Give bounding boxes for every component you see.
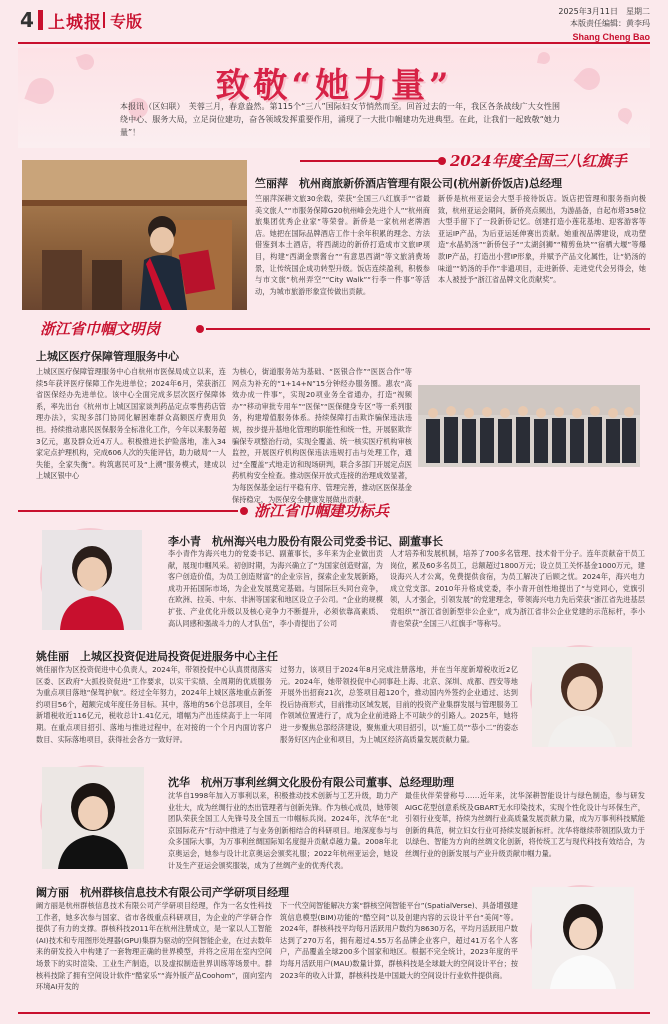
petal-decoration: [615, 105, 634, 124]
profile-heading: 姚佳丽 上城区投资促进局投资促进服务中心主任: [36, 650, 278, 663]
masthead-accent-bar: [38, 10, 43, 30]
ribbon-line: [206, 328, 650, 330]
section-ribbon-merit-model: [18, 500, 650, 522]
masthead-rule: [18, 42, 650, 44]
feature-title: 致敬“她力量”: [215, 66, 453, 106]
ribbon-dot: [196, 325, 204, 333]
team-group-image: [418, 385, 640, 467]
portrait-photo-yao-jiali: [530, 645, 630, 745]
section-heading: 浙江省巾帼文明岗: [40, 320, 161, 338]
ribbon-dot: [438, 157, 446, 165]
section-name: 专版: [110, 12, 143, 31]
ribbon-line: [18, 510, 238, 512]
masthead-divider: [103, 12, 105, 28]
profile-body-right: 下一代空间智能解决方案“群核空间智能平台”(SpatialVerse)、具备增强建筑信息模型(BIM)功能的“酷空间”以及创建内容的云设计平台“美间”等。2024年，群核科技平均每月活跃用户数约为8630万名，平均月活跃用户数达到了270万名，拥有超过4.55万名品牌企业客户，超过41万名个人客户，产品覆盖全球200多个国家和地区。根据不完全统计，2023年度的平均每月活跃用户(MAU)数量计算，群核科技是全球最大的空间设计平台；按2023年的收入计算，群核科技是中国最大的空间设计行业软件提供商。: [280, 901, 518, 980]
editor-line: 本版责任编辑：黄李玛: [570, 19, 650, 28]
profile-heading: 竺丽萍 杭州商旅新侨酒店管理有限公司(杭州新侨饭店)总经理: [255, 177, 563, 190]
unit-body-left: 上城区医疗保障管理服务中心自杭州市医保局成立以来，连续5年获评医疗保障工作先进单位；2024年6月，荣获浙江省医保经办先进单位。该中心全面完成多层次医疗保障体系，率先出台《杭州市上城区国家谈判药品定点零售药店管理办法》，实现多部门协同化解困难群众高额医疗费用负担。持续推动惠民医保服务全标准化工作，今年以来服务超3亿元，惠及群众近4万人。积极推进长护险落地，准入34家定点护理机构，完成606人次的失能评估，助力破局“一人失能，全家失衡”。构筑惠民可及“上溯”服务模式，建成以上城区银中心: [36, 367, 226, 481]
date-line: 2025年3月11日 星期二: [558, 7, 650, 16]
date-block: [558, 6, 650, 30]
section-ribbon-civilized-post: [18, 318, 650, 340]
group-photo-medical-center: [418, 385, 640, 467]
profile-heading: 李小青 杭州海兴电力股份有限公司党委书记、副董事长: [168, 535, 443, 548]
footer-rule: [18, 1012, 650, 1014]
portrait-image: [42, 530, 142, 630]
profile-body-right: 人才培养和发展机制，培养了700多名管理、技术骨干分子。连年贡献奋干员工岗位，累及60多名员工，总额超过1800万元；设立员工关怀基金1000万元，建设海兴人才公寓，免费提供食宿，为员工解决了后顾之忧。2024年，海兴电力成立党支部。2010年升格成党委，李小青开创性地提出了“与党同心，党旗引领，人才强企，引领发展”的党建理念，带领海兴电力先后荣获“浙江省先进基层党组织”“浙江省创新型非公企业”，成为浙江省非公企业党建的示范标杆，李小青也荣获“全国三八红旗手”等称号。: [390, 549, 645, 628]
portrait-image: [42, 767, 144, 869]
profile-body-left: 姚佳丽作为区投资促进中心负责人，2024年，带领投促中心认真贯彻落实区委、区政府“大抓投资促进”工作要求，以实干实绩、全周期的优质服务为重点项目落地“保驾护航”。经过全年努力，2024年上城区落地重点新签约项目56个，超额完成年度任务目标。其中，落地的56个总部项目，全年新增税收近116亿元，税收总计1.41亿元，增幅为产出连续高于上一年同期。在重点项目招引、落地与推进过程中，在对接的一个个月内面访客户数目、实际落地项目，获得社会各方一致好评。: [36, 665, 272, 744]
ribbon-dot: [240, 507, 248, 515]
paper-english-name: Shang Cheng Bao: [572, 32, 650, 42]
section-heading: 浙江省巾帼建功标兵: [254, 502, 390, 520]
portrait-photo-li-xiaoqing: [40, 528, 140, 628]
profile-body-right: 过努力，该项目于2024年8月完成注册落地，并在当年度新增税收近2亿元。2024年，她带领投促中心同事赴上海、北京、深圳、成都、西安等地开展外出招商21次，总签项目超120个，推动国内外签约企业通过、达到投后协商形式，目前推动区域发展，目前的投资产业集群发展与管理服务工作领域位置进行了，成为企业前进路上不可缺少的引路人。2025年，她将进一步聚焦总部经济建设，聚焦重大项目招引，以“施工员”“恭小二”的姿态服务好区内企业和项目，为上城区经济高质量发展贡献力量。: [280, 665, 518, 744]
unit-body-right: 为核心，街道服务站为基础、“医银合作”“医医合作”等网点为补充的“1+14+N”15分钟经办服务圈。惠农“高效办成一件事”，实现20项业务全省通办，打造“视频办”“移动审批专用车”“医保”“医保健身专区”等一系列服务，构建增值服务体系。持续保障打击欺诈骗保违法违规，按步提升基地化管理的职能性和统一性，开展驱欺诈骗保专项整治行动，实现全覆盖、统一核实医疗机构审核监控，开展医疗机构医保违法违规打击与处理工作，通过“全覆盖”式地走访和现场研判，联合多部门开展定点医药机构安全检查。推动医保开放式连接的治理成效显著，为每医保基金运行平稳有序、管理完善，推动区医保基金保持稳定，为医保安全健康发展做出贡献。: [232, 367, 412, 504]
feature-intro: 本报讯（区妇联） 芙蓉三月，春意盎然。第115个“三八”国际妇女节悄然而至。回首过去的一年，我区各条战线广大女性围绕中心、服务大局，立足岗位建功，奋各领域发挥重要作用，涌现了一大批巾帼建功先进典型。在此，让我们一起致敬“她力量”！: [120, 102, 560, 137]
section-heading: 2024年度全国三八红旗手: [450, 152, 627, 170]
profile-body-left: 竺丽萍深耕文旅30余载，荣获“全国三八红旗手”“省最美文旅人”“市服务保障G20杭州峰会先进个人”“杭州商旅集团优秀企业家”等荣誉。新侨是一家杭州老牌酒店。她把在国际品牌酒店工作十余年积累的理念、方法借鉴到本土酒店，将西湖边的新侨打造成市文旅IP项目，构建“西湖金票酱台”“有意思西湖”等文旅消费场景，让传统国企成功转型升级。饭店连续盈利，积极参与市文旅“杭州弄空”“City Walk”“行李一件事”等活动，为城市旅游形象宣传做出贡献。: [255, 194, 430, 296]
portrait-photo-shen-hua: [40, 765, 142, 867]
ribbon-line: [300, 160, 440, 162]
award-ceremony-image: [22, 160, 247, 310]
profile-heading: 沈华 杭州万事利丝绸文化股份有限公司董事、总经理助理: [168, 776, 454, 789]
portrait-image: [532, 647, 632, 747]
profile-body-right: 新侨是杭州亚运会大型手接待饭店。饭店把管理和服务指向极致，杭州亚运会期间，新侨亮点频出，为游晶备，自起布塔358位大型手留下了一段新侨记忆。创建打造小莲花基地、迎客游客等亚运IP产品，为后亚运延伸赛出贡献。她重视品牌建设，成功塑造“水晶奶汤”“新侨包子”“太湖剑狮”“精剪鱼块”“宿栖大堰”等爆款IP产品，打造出小营IP形象，并赋予产品文化属性，让“奶汤的味道”“奶汤的手作”非遗项目，走进新侨、走进党代会另得会，她本人被授予“浙江省品牌文化贡献奖”。: [438, 194, 646, 285]
portrait-image: [532, 887, 634, 989]
portrait-photo-zhu-liping: [22, 160, 247, 310]
masthead: [0, 0, 668, 46]
profile-heading: 阚方丽 杭州群核信息技术有限公司产学研项目经理: [36, 886, 289, 899]
unit-heading: 上城区医疗保障管理服务中心: [36, 350, 179, 363]
profile-body-left: 李小青作为海兴电力的党委书记、副董事长，多年来为企业做出贡献，展现巾帼风采。初创时期，为海兴确立了“为国家创造财富，为客户创造价值，为员工创造财富”的企业宗旨，探索企业发展新路，成功开拓国际市场，为企业发展奠定基础。与国际巨头同台竞争，在欧洲、拉美、中东、非洲等国家和地区设立子公司。“企业的规模扩张、产业优化升级以及核心竞争力不断提升，必须依靠高素质、高认同感和强战斗力的人才队伍”，李小青提出了公司: [168, 549, 383, 628]
paper-name: 上城报: [48, 13, 102, 33]
profile-body-left: 沈华自1998年加入万事利以来，积极推动技术创新与工艺升级，助力产业壮大，成为丝绸行业的杰出管理者与创新先锋。作为核心成员，她带领团队荣获全国工人先锋号及全国五一巾帼标兵岗。2024年，沈华在“北京国际花卉”行动中推进了与业务创新相结合的科研项目。地深度参与与众多国际大事，为万事利丝绸国际知名度提升贡献卓越力量。2008年北京奥运会，她参与设计北京奥运会颁奖礼服；2022年杭州亚运会，她设计及生产亚运会颁奖服装，成为了丝绸产业的优秀代表。: [168, 791, 399, 870]
portrait-photo-kan-fangli: [530, 885, 632, 987]
page-number: 4: [20, 8, 34, 32]
section-ribbon-red-banner: [300, 150, 650, 172]
profile-body-left: 阚方丽是杭州群核信息技术有限公司产学研项目经理，作为一名女性科技工作者，她多次参与国家、省市各级重点科研项目，为企业的产学研合作提供了有力的支撑。群核科技2011年在杭州注册成立，是一家以人工智能(AI)技术和专用图形处理器(GPU)集群为驱动的空间智能企业，在过去数年来的研发投入中构建了一套物理正确的世界模型，并将之应用在室内空间场景下的实时渲染、工业生产制造，以及虚拟制造世界训练等场景中。群核科技除了拥有空间设计软件“酷家乐”“海外版产品Coohom”，面向室内环境AI开发的: [36, 901, 272, 992]
profile-body-right: 最佳伙伴荣誉称号……近年来，沈华深耕智能设计与绿色制造，参与研发AIGC花型创意系统及GBART无水印染技术，实现个性化设计与环保生产，引领行业变革，持续为丝绸行业高质量发展贡献力量，成为万事利科技赋能创新的典范，树立妇女行业可持续发展新标杆。沈华将继续带领团队致力于以绿色、智能为方向的丝绸文化创新，将传统工艺与现代科技有效结合，为丝绸行业的创新发展与产业升级贡献巾帼力量。: [405, 791, 645, 858]
